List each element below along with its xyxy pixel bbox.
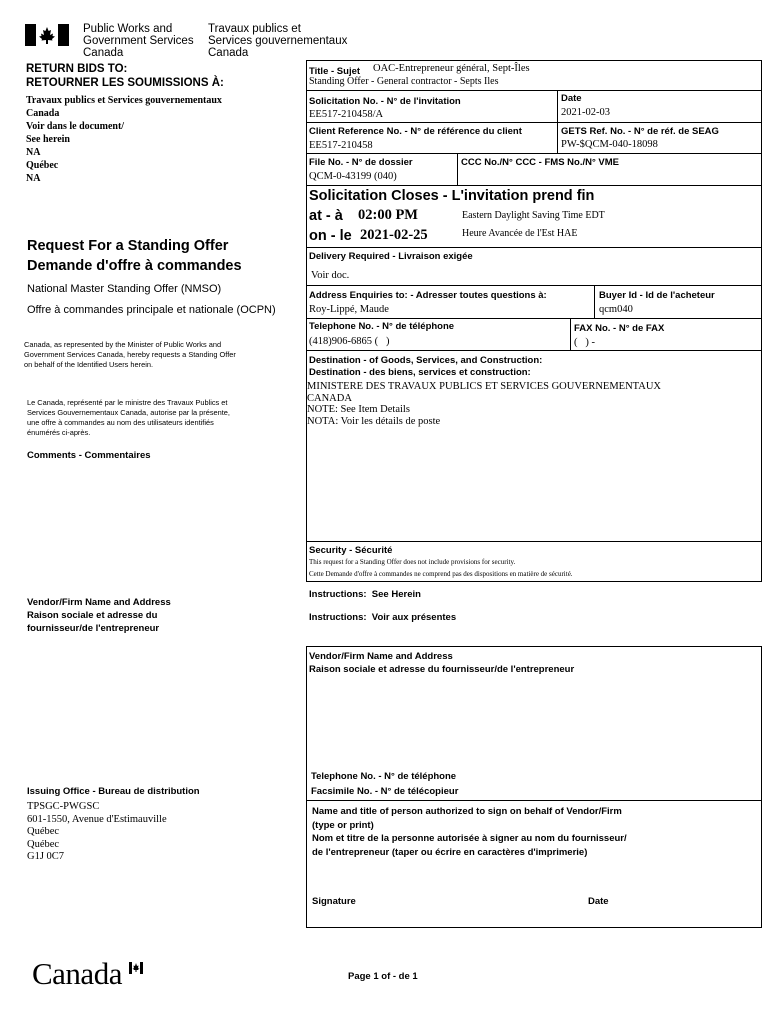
phone-label: Telephone No. - N° de téléphone (309, 321, 455, 332)
return-bids-title: RETURN BIDS TO: RETOURNER LES SOUMISSIONS À: (26, 63, 224, 89)
ocpn-text: Offre à commandes principale et nationale (OCPN) (27, 304, 276, 316)
vendor-phone-label: Telephone No. - N° de téléphone (311, 771, 457, 782)
gets-ref-value: PW-$QCM-040-18098 (561, 139, 658, 150)
date-label: Date (561, 93, 582, 104)
file-no-label: File No. - N° de dossier (309, 157, 413, 168)
security-text-en: This request for a Standing Offer does not include provisions for security. (309, 558, 516, 566)
client-ref-value: EE517-210458 (309, 140, 373, 151)
date-value: 2021-02-03 (561, 107, 610, 118)
vendor-box-label-2: Raison sociale et adresse du fournisseur/de l'entrepreneur (309, 664, 575, 675)
closes-at-label: at - à (309, 208, 343, 224)
issuing-office-address: TPSGC-PWGSC 601-1550, Avenue d'Estimauville Québec Québec G1J 0C7 (27, 801, 167, 862)
authorized-person-label: Name and title of person authorized to sign on behalf of Vendor/Firm (type or print) Nom et titre de la personne autorisée à signer au nom du fournisseur/ de l'entrepreneur (taper ou écrire en caractères d'imprimerie) (312, 806, 627, 858)
solicitation-value: EE517-210458/A (309, 109, 384, 120)
dept-name-fr: Travaux publics et Services gouvernementaux Canada (208, 23, 348, 59)
file-no-value: QCM-0-43199 (040) (309, 171, 397, 182)
destination-address: MINISTERE DES TRAVAUX PUBLICS ET SERVICES GOUVERNEMENTAUX CANADA NOTE: See Item Details NOTA: Voir les détails de poste (307, 381, 661, 427)
solicitation-closes-title: Solicitation Closes - L'invitation prend fin (309, 188, 595, 204)
closes-on-value: 2021-02-25 (360, 227, 428, 243)
enquiries-value: Roy-Lippé, Maude (309, 304, 389, 315)
vendor-fax-label: Facsimile No. - N° de télécopieur (311, 786, 459, 797)
solicitation-label: Solicitation No. - N° de l'invitation (309, 96, 461, 107)
request-paragraph-fr: Le Canada, représenté par le ministre des Travaux Publics et Services Gouvernementaux Canada, autorise par la présente, une offre à commandes au nom des utilisateurs identifiés énumérés ci-après. (27, 398, 230, 437)
fax-value: ( ) - (574, 337, 595, 348)
instructions-fr: Instructions: Voir aux présentes (309, 612, 457, 623)
canada-flag-icon (25, 24, 69, 46)
title-value-2: Standing Offer - General contractor - Septs Iles (309, 76, 499, 87)
ccc-no-label: CCC No./N° CCC - FMS No./N° VME (461, 157, 620, 168)
page-number: Page 1 of - de 1 (348, 971, 418, 982)
vendor-label-left: Vendor/Firm Name and Address Raison sociale et adresse du fournisseur/de l'entrepreneur (27, 597, 171, 634)
issuing-office-label: Issuing Office - Bureau de distribution (27, 786, 200, 797)
closes-at-value: 02:00 PM (358, 207, 418, 223)
title-label: Title - Sujet (309, 66, 361, 77)
security-text-fr: Cette Demande d'offre à commandes ne comprend pas des dispositions en matière de sécurité. (309, 570, 573, 578)
destination-label-en: Destination - of Goods, Services, and Construction: (309, 355, 543, 366)
client-ref-label: Client Reference No. - N° de référence du client (309, 126, 522, 137)
nmso-text: National Master Standing Offer (NMSO) (27, 283, 222, 295)
security-label: Security - Sécurité (309, 545, 393, 556)
request-title: Request For a Standing Offer Demande d'offre à commandes (27, 238, 242, 274)
buyer-id-value: qcm040 (599, 304, 633, 315)
closes-on-label: on - le (309, 228, 352, 244)
title-value-1: OAC-Entrepreneur général, Sept-Îles (373, 63, 530, 74)
gets-ref-label: GETS Ref. No. - N° de réf. de SEAG (561, 126, 719, 137)
delivery-value: Voir doc. (311, 270, 350, 281)
destination-label-fr: Destination - des biens, services et construction: (309, 367, 531, 378)
request-paragraph-en: Canada, as represented by the Minister of Public Works and Government Services Canada, hereby requests a Standing Offer on behalf of the Identified Users herein. (24, 340, 236, 369)
return-bids-address: Travaux publics et Services gouvernementaux Canada Voir dans le document/ See herein NA Québec NA (26, 95, 222, 184)
signature-date-label: Date (588, 896, 609, 907)
signature-label: Signature (312, 896, 356, 907)
timezone-en: Eastern Daylight Saving Time EDT (462, 210, 605, 221)
dept-name-en: Public Works and Government Services Canada (83, 23, 194, 59)
instructions-en: Instructions: See Herein (309, 589, 421, 600)
phone-value: (418)906-6865 ( ) (309, 336, 390, 347)
enquiries-label: Address Enquiries to: - Adresser toutes questions à: (309, 290, 547, 301)
comments-label: Comments - Commentaires (27, 450, 151, 461)
fax-label: FAX No. - N° de FAX (574, 323, 665, 334)
wordmark-flag-icon (129, 962, 143, 974)
buyer-id-label: Buyer Id - Id de l'acheteur (599, 290, 715, 301)
delivery-label: Delivery Required - Livraison exigée (309, 251, 473, 262)
timezone-fr: Heure Avancée de l'Est HAE (462, 228, 578, 239)
vendor-box-label-1: Vendor/Firm Name and Address (309, 651, 453, 662)
canada-wordmark: Canada (32, 956, 122, 992)
